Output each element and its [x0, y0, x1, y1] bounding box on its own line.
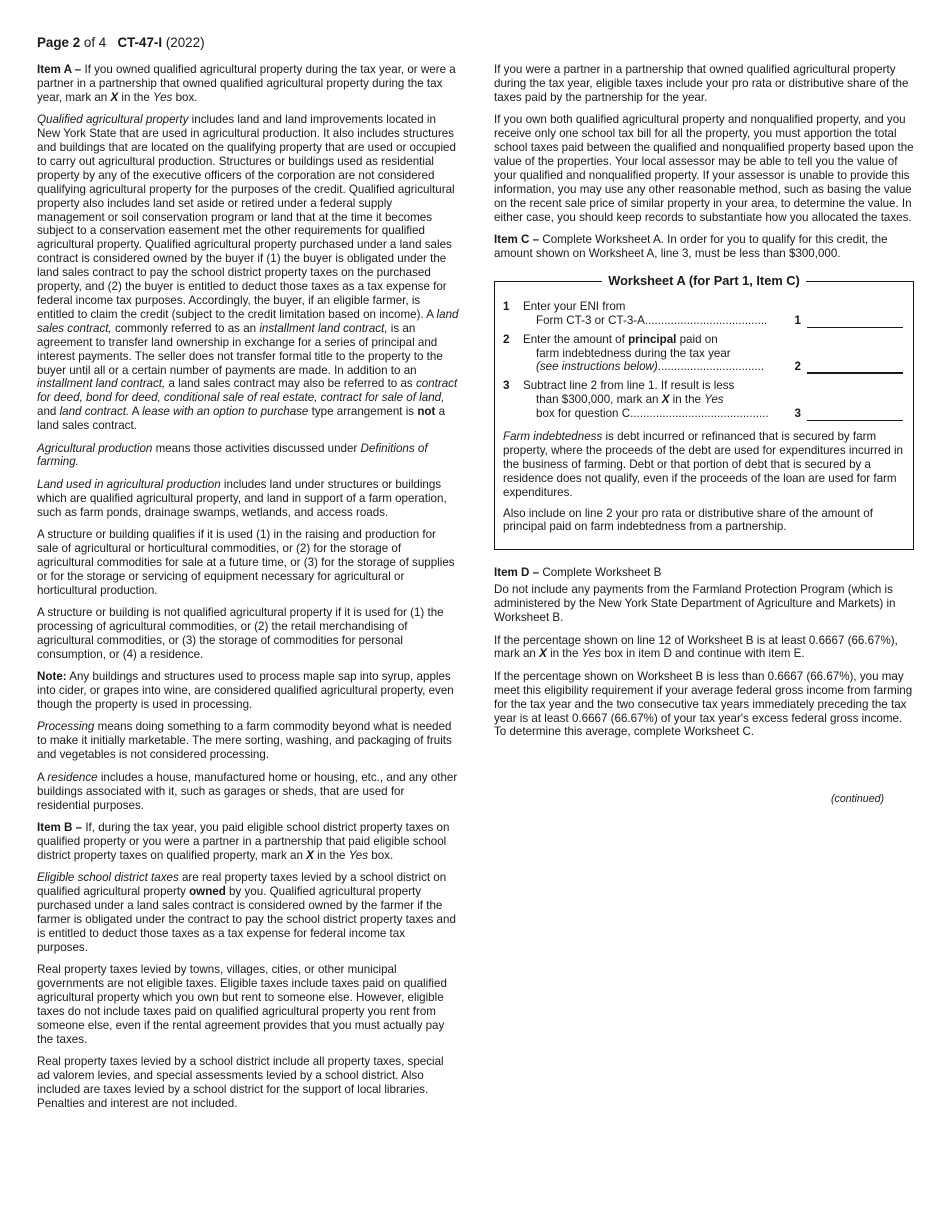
line-ref-number: 3: [794, 407, 801, 421]
line-text-part: box for question C: [536, 407, 631, 421]
farm-indebtedness-paragraph: [503, 430, 903, 500]
line-text: [523, 300, 787, 328]
farm-indebtedness-term: Farm indebtedness: [503, 430, 603, 444]
line-text: [523, 333, 787, 375]
eligible-taxes-paragraph: [37, 871, 459, 954]
item-a-text: box.: [172, 90, 198, 104]
worksheet-a-title: [495, 273, 913, 290]
x-mark: X: [110, 90, 119, 104]
line-text-row: [523, 333, 787, 347]
qap-text: a land sales contract.: [37, 405, 446, 433]
pct-less-paragraph: If the percentage shown on Worksheet B is less than 0.6667 (66.67%), you may meet this eligibility requirement if your average federal gross income from farming for the tax year and the two consecutive tax years immediately preceding the tax year is at least 0.6667 (66.67%) of your tax year's excess federal gross income. To determine this average, complete Worksheet C.: [494, 669, 913, 739]
fpp-paragraph: Do not include any payments from the Farmland Protection Program (which is administered by the New York State Department of Agriculture and Markets) in Worksheet B.: [494, 583, 896, 625]
item-b-text: If, during the tax year, you paid eligible school district property taxes on qualified property or you were a partner in a partnership that paid eligible school district property taxes on qualified property, mark an: [37, 820, 450, 862]
lsc-term: land sales contract,: [37, 307, 459, 335]
ag-prod-term: Agricultural production: [37, 441, 153, 455]
residence-paragraph: [37, 771, 459, 813]
leader-dots: ...........................................: [630, 407, 769, 421]
alt-terms: contract for deed, bond for deed, conditional sale of real estate, contract for sale of land,: [37, 377, 458, 405]
worksheet-a: [494, 272, 914, 551]
ilc-term: installment land contract,: [37, 377, 166, 391]
qap-text: includes land and land improvements located in New York State that are used in agricultural production. It also includes structures and buildings that are located on the qualifying property that are used or occupied to carry out agricultural production. Structures or buildings used as residential property by any of the executive officers of the corporation are not considered qualifying agricultural property for the purposes of the credit. Qualified agricultural property also includes land set aside or retired under a federal supply management or soil conservation program or land that at the time it becomes subject to a conservation easement met the other requirements for qualified agricultural property. Qualified agricultural property purchased under a land sales contract is considered owned by the buyer if (1) the buyer is obligated under the land sales contract to pay the school district property taxes on the purchased property, and (2) the buyer is entitled to deduct those taxes as a tax expense for federal income tax purposes. Accordingly, the buyer, if an eligible farmer, is entitled to claim the credit (subject to the credit limitation based on income). A: [37, 113, 456, 321]
note-text: Any buildings and structures used to process maple sap into syrup, apples into cider, or grapes into wine, are considered qualified agricultural property, even though the property is used in processing.: [37, 670, 454, 712]
item-d-paragraph: [494, 566, 914, 580]
worksheet-line-3: [503, 379, 903, 421]
page-label: Page 2: [37, 35, 81, 50]
processing-term: Processing: [37, 720, 95, 734]
line-text-row: [523, 407, 787, 421]
line-text-part: Enter the amount of: [523, 332, 629, 346]
farm-indebtedness-text: is debt incurred or refinanced that is secured by farm property, where the proceeds of the debt are used for expenditures incurred in the business of farming. Debt or that portion of debt that is secured by a residence does not qualify, even if the proceeds of the loan are used for farm expenditures.: [503, 430, 904, 499]
residence-text: includes a house, manufactured home or housing, etc., and any other buildings associated with it, such as garages or sheds, that are used for residential purposes.: [37, 770, 458, 812]
qap-paragraph: [37, 113, 459, 433]
qap-text: a land sales contract may also be referred to as: [165, 377, 416, 391]
x-mark: X: [539, 647, 547, 661]
item-d-label: Item D –: [494, 566, 540, 580]
qap-text: and: [37, 405, 60, 419]
line-text: [523, 379, 787, 421]
line-number: 3: [503, 379, 510, 393]
principal-emphasis: principal: [628, 332, 677, 346]
both-property-paragraph: If you own both qualified agricultural property and nonqualified property, and you receive only one school tax bill for all the property, you must apportion the total school taxes paid between the qualified and nonqualified property based upon the value of the properties. Your local assessor may be able to tell you the value of your qualified and nonqualified property. If your assessor is unable to provide this information, you may use any other reasonable method, such as basing the value on the recent sale price of similar property in your area, to determine the value. In either case, you should keep records to substantiate how you allocated the taxes.: [494, 113, 914, 224]
page-of: of 4: [83, 35, 107, 50]
pct-at-least-paragraph: [494, 634, 914, 662]
qap-text: A: [129, 405, 143, 419]
pct-text: box in item D and continue with item E.: [601, 647, 805, 661]
line-text-row: Enter your ENI from: [523, 299, 626, 313]
item-a-text: in the: [118, 90, 154, 104]
instructions-ref: (see instructions below): [536, 360, 658, 374]
item-c-paragraph: [494, 233, 914, 261]
real-prop-school-paragraph: Real property taxes levied by a school district include all property taxes, special ad valorem levies, and special assessments levied by a school district. Also included are taxes levied by a school district for the support of local libraries. Penalties and interest are not included.: [37, 1055, 444, 1110]
item-d-text: Complete Worksheet B: [539, 566, 662, 580]
line-text-row: [523, 393, 787, 407]
ag-prod-paragraph: [37, 442, 459, 470]
yes-term: Yes: [348, 848, 369, 862]
line-ref-number: 2: [794, 360, 801, 374]
owned-emphasis: owned: [189, 885, 226, 899]
struct-not-paragraph: A structure or building is not qualified agricultural property if it is used for (1) the processing of agricultural commodities, or (2) the retail merchandising of agricultural commodities, or (3) the storage of commodities for personal consumption, or (4) a residence.: [37, 606, 444, 661]
line-text-part: in the: [669, 393, 705, 407]
qap-term: Qualified agricultural property: [37, 113, 189, 127]
qap-text: is an agreement to transfer land ownership in exchange for a series of principal and interest payments. The seller does not transfer formal title to the property to the buyer until all or a certain number of payments are made. In addition to an: [37, 321, 443, 377]
left-column: [37, 63, 459, 1119]
land-contract-term: land contract.: [59, 405, 130, 419]
ilc-term: installment land contract,: [259, 321, 388, 335]
worksheet-line-1: [503, 300, 903, 328]
worksheet-a-title-text: Worksheet A (for Part 1, Item C): [602, 273, 806, 288]
item-a-text: If you owned qualified agricultural property during the tax year, or were a partner in a partnership that owned qualified agricultural property during the tax year, mark an: [37, 63, 456, 104]
qap-text: type arrangement is: [308, 405, 418, 419]
residence-text: A: [37, 770, 48, 784]
line-text-row: [523, 314, 787, 328]
ag-prod-text: means those activities discussed under: [152, 441, 361, 455]
line-number: 1: [503, 299, 510, 313]
line-text-part: paid on: [676, 332, 718, 346]
page-header: [37, 36, 205, 50]
residence-term: residence: [47, 770, 98, 784]
line-text-row: [523, 360, 787, 374]
item-c-text: Complete Worksheet A. In order for you to qualify for this credit, the amount shown on Worksheet A, line 3, must be less than $300,000.: [494, 232, 888, 260]
real-prop-towns-paragraph: Real property taxes levied by towns, villages, cities, or other municipal governments are not eligible taxes. Eligible taxes include taxes paid on qualified agricultural property which you own but rent to someone else. However, eligible taxes do not include taxes paid on qualified agricultural property you rent from someone else, even if the rental agreement provides that you must actually pay the taxes.: [37, 963, 447, 1046]
item-b-paragraph: [37, 821, 459, 863]
line-text-part: than $300,000, mark an: [536, 393, 662, 407]
worksheet-line-2: [503, 333, 903, 375]
item-c-label: Item C –: [494, 232, 540, 246]
processing-paragraph: [37, 720, 459, 762]
right-column: [494, 63, 914, 807]
land-used-text: includes land under structures or buildings which are qualified agricultural property, and land in support of a farm operation, such as farm ponds, drainage swamps, wetlands, and access roads.: [37, 477, 447, 519]
item-b-label: Item B –: [37, 820, 83, 834]
not-emphasis: not: [417, 405, 436, 419]
note-label: Note:: [37, 670, 67, 684]
continued-note: (continued): [831, 793, 884, 806]
eligible-term: Eligible school district taxes: [37, 871, 179, 885]
item-a-paragraph: [37, 63, 459, 105]
yes-term: Yes: [704, 393, 724, 407]
pct-text: in the: [546, 647, 582, 661]
struct-qualifies-paragraph: A structure or building qualifies if it is used (1) in the raising and production for sale of agricultural or horticultural commodities, or (2) for the storage of agricultural commodities for sale at a future time, or (3) for the storage of supplies or for the storage or servicing of equipment necessary for agricultural or horticultural production.: [37, 528, 455, 597]
leader-dots: .................................: [657, 360, 765, 374]
line-text-row: farm indebtedness during the tax year: [536, 346, 731, 360]
line-ref-number: 1: [794, 313, 801, 327]
line-text-row: Subtract line 2 from line 1. If result is less: [523, 379, 735, 393]
yes-term: Yes: [153, 90, 173, 104]
line-3-entry-field[interactable]: [807, 407, 903, 421]
land-used-paragraph: [37, 478, 459, 520]
partner-paragraph: If you were a partner in a partnership that owned qualified agricultural property during the tax year, eligible taxes include your pro rata or distributive share of the taxes paid by the partnership for the year.: [494, 63, 909, 104]
x-mark: X: [306, 848, 314, 862]
pct-text: If the percentage shown on line 12 of Worksheet B is at least 0.6667 (66.67%), mark an: [494, 633, 898, 661]
qap-text: commonly referred to as an: [111, 321, 260, 335]
form-year: (2022): [165, 35, 205, 50]
eligible-text: are real property taxes levied by a school district on qualified agricultural property: [37, 871, 447, 899]
x-mark: X: [661, 393, 670, 407]
processing-text: means doing something to a farm commodity beyond what is needed to make it initially marketable. The mere sorting, washing, and packaging of fruits and vegetables is not considered processing.: [37, 720, 452, 762]
line-number: 2: [503, 332, 510, 346]
definitions-ref: Definitions of farming.: [37, 441, 428, 469]
form-id: CT-47-I: [117, 35, 163, 50]
land-used-term: Land used in agricultural production: [37, 477, 221, 491]
leader-dots: ......................................: [644, 313, 768, 327]
yes-term: Yes: [581, 647, 601, 661]
lease-term: lease with an option to purchase: [142, 405, 309, 419]
item-b-text: in the: [313, 848, 349, 862]
item-b-text: box.: [368, 848, 394, 862]
worksheet-notes: [503, 430, 903, 534]
line-text-part: Form CT-3 or CT-3-A: [536, 313, 645, 327]
eligible-text: by you. Qualified agricultural property purchased under a land sales contract is considered owned by the farmer if the farmer is obligated under the contract to pay the school district property taxes and is entitled to deduct those taxes as a tax expense for federal income tax purposes.: [37, 885, 456, 954]
note-paragraph: [37, 670, 459, 712]
item-a-label: Item A –: [37, 63, 82, 76]
line-2-entry-field[interactable]: [807, 359, 903, 374]
also-include-paragraph: Also include on line 2 your pro rata or distributive share of the amount of principal paid on farm indebtedness from a partnership.: [503, 506, 873, 534]
line-1-entry-field[interactable]: [807, 314, 903, 328]
